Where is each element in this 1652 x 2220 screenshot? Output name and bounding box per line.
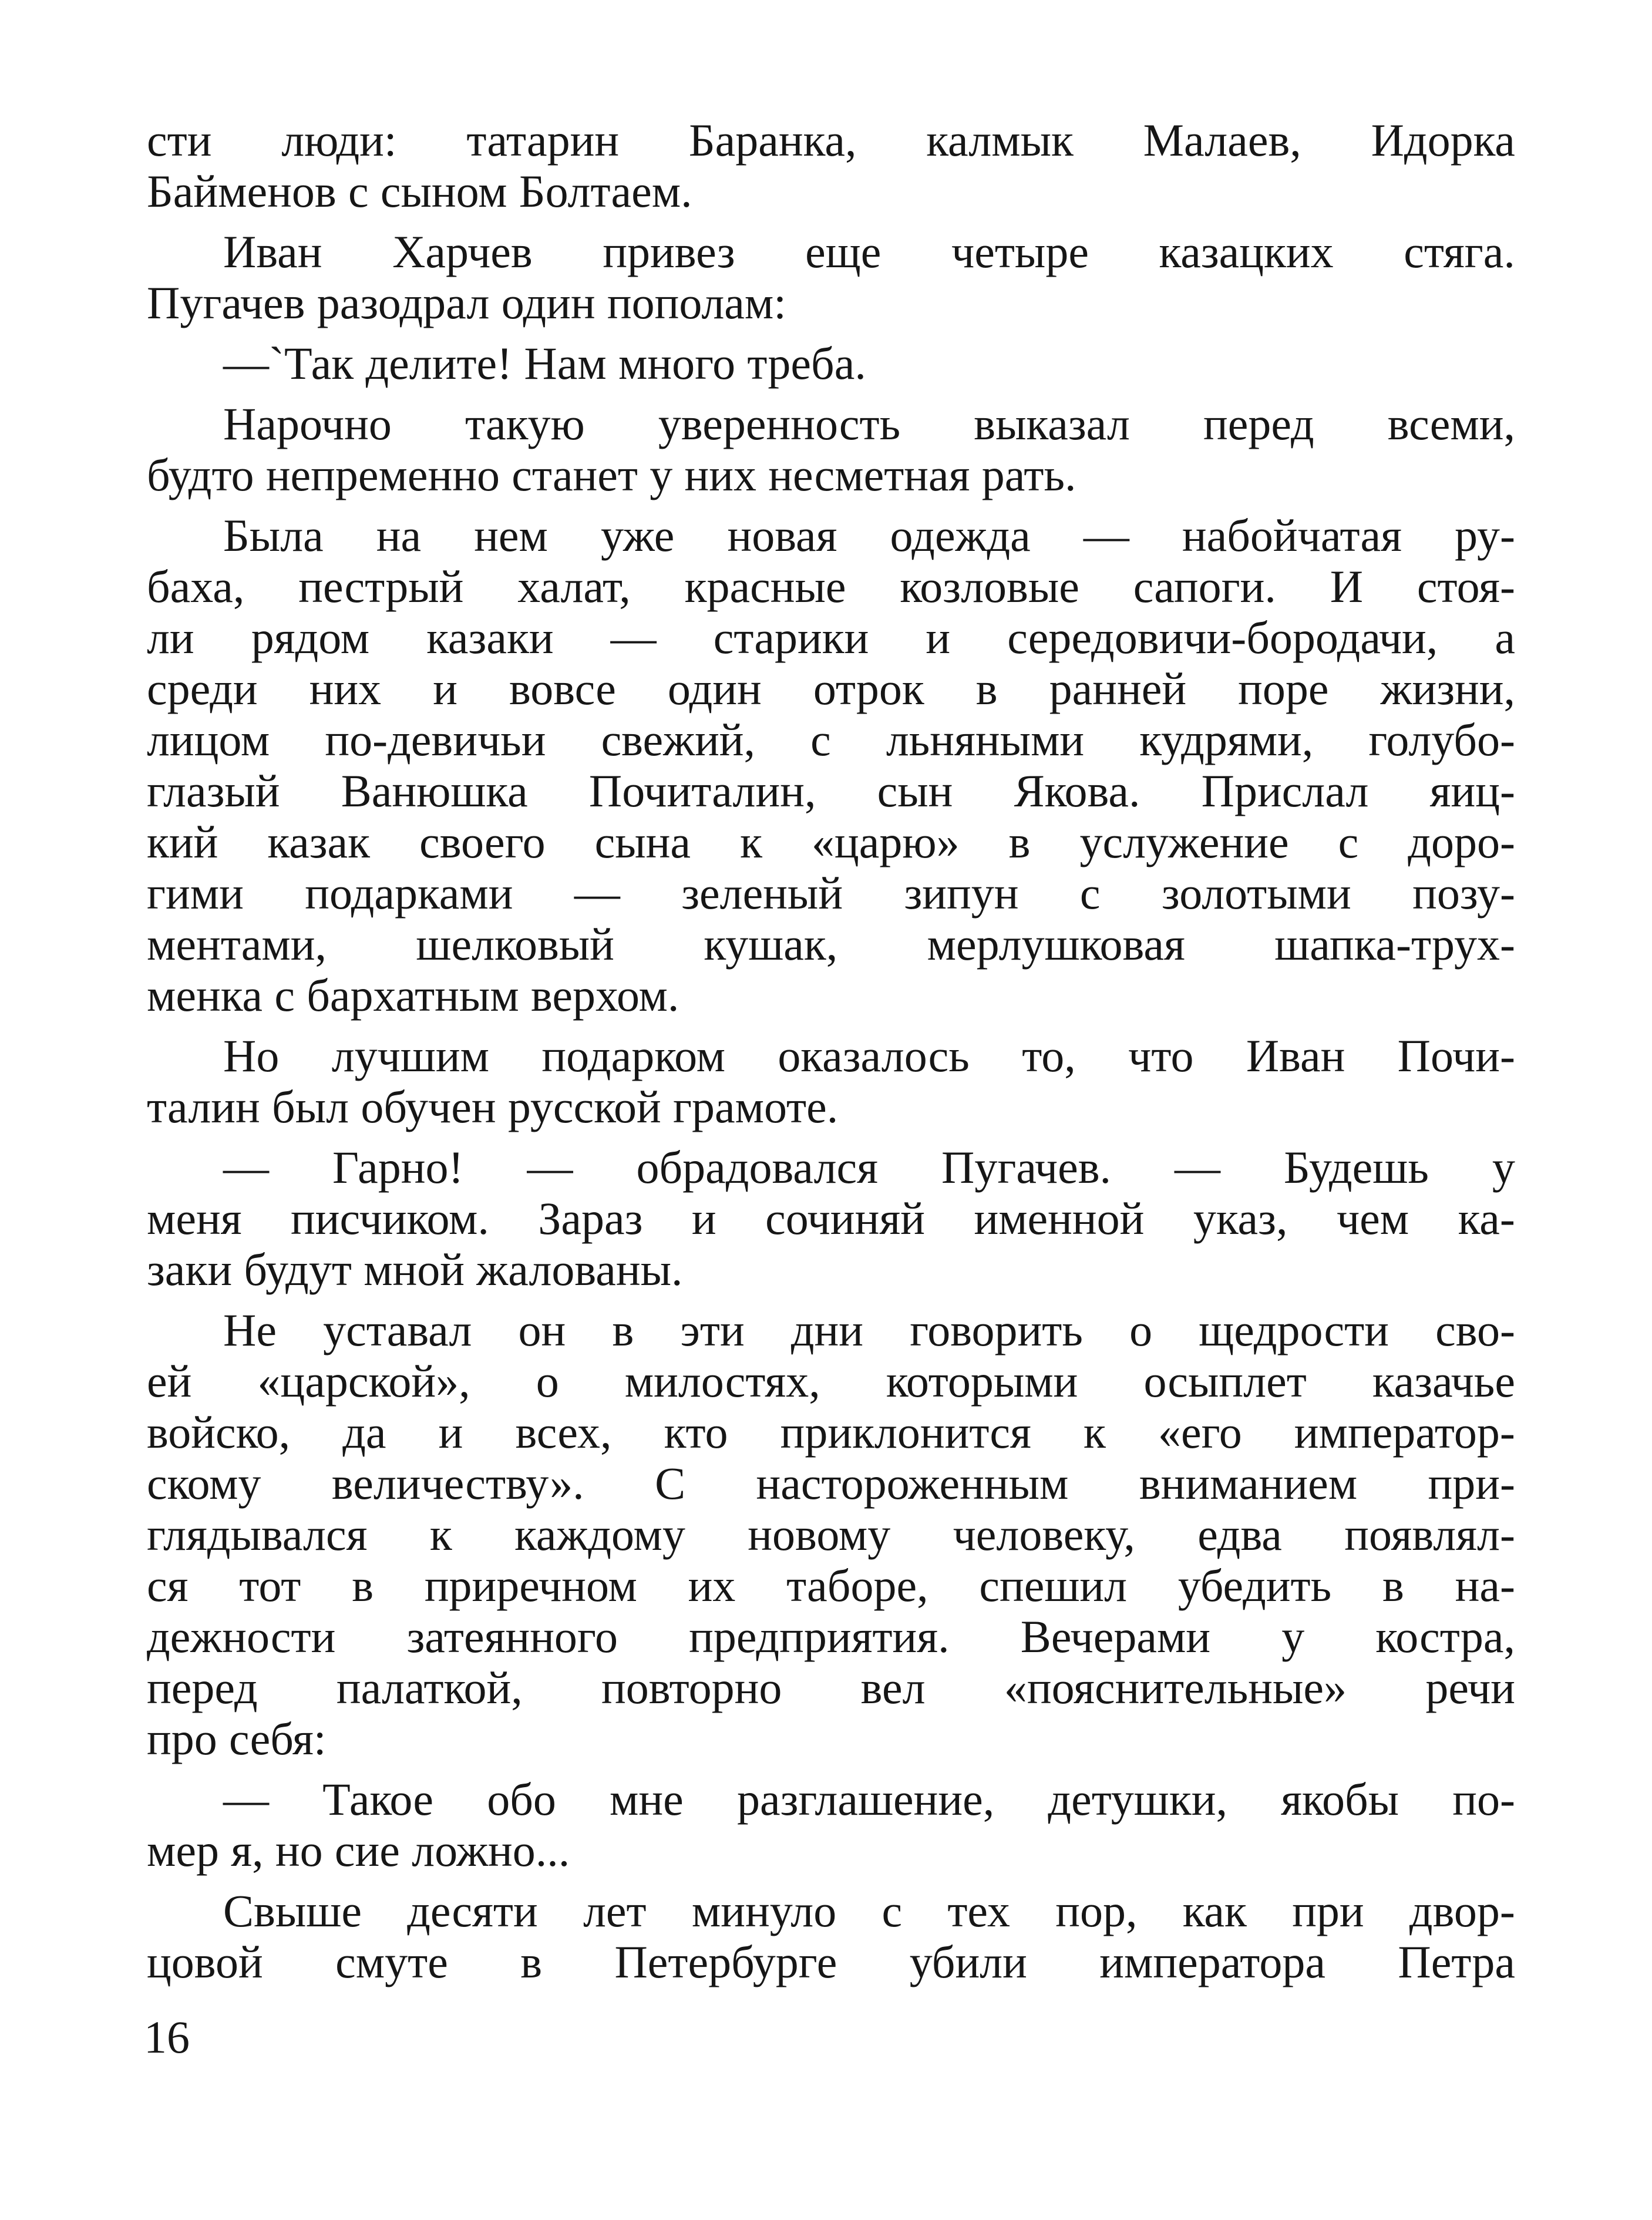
word: я, [231,1825,264,1876]
word: человеку, [953,1509,1135,1560]
word: сие [334,1825,400,1876]
word: к [1084,1407,1106,1458]
word: мерлушковая [927,919,1185,970]
word: — [1175,1142,1221,1193]
word: много [618,338,736,389]
word: к [740,816,762,867]
word: Малаев, [1143,115,1301,166]
text-line [147,338,1515,389]
word: Вечерами [1020,1611,1211,1662]
word: Гарно! [332,1142,464,1193]
word: татарин [466,115,620,166]
word: подарками [305,867,513,919]
word: старики [713,612,869,663]
word: эти [680,1304,745,1355]
word: писчиком. [291,1193,489,1244]
word: делите! [365,338,513,389]
word: — [610,612,657,663]
word: лучшим [331,1030,490,1081]
word: привез [603,226,735,277]
word: рядом [251,612,370,663]
word: стяга. [1404,226,1515,277]
word: десяти [407,1885,538,1936]
word: шелковый [416,919,614,970]
word: казачье [1372,1355,1515,1407]
word: козловые [900,561,1079,612]
text-line [147,1304,1515,1355]
word: уже [600,510,675,561]
word: них [309,663,382,714]
text-line [147,226,1515,277]
text-line [147,1458,1515,1509]
word: а [1495,612,1515,663]
text-line [147,115,1515,166]
word: был [272,1081,349,1132]
word: Не [223,1304,277,1355]
word: вел [860,1662,926,1713]
word: Петербурге [614,1936,837,1987]
word: ли [147,612,194,663]
word: еще [805,226,881,277]
word: сти [147,115,212,166]
word: сыном [380,166,507,217]
word: как [1182,1885,1247,1936]
word: Болтаем. [519,166,692,217]
word: войско, [147,1407,291,1458]
word: детушки, [1048,1774,1227,1825]
word: Иван [223,226,322,277]
word: у [1492,1142,1515,1193]
word: перед [147,1662,258,1713]
word: вовсе [509,663,616,714]
word: яиц- [1429,765,1515,816]
word: тех [947,1885,1010,1936]
word: баха, [147,561,245,612]
text-line [147,166,1515,217]
word: Зараз [538,1193,643,1244]
word: Харчев [392,226,533,277]
word: казак [267,816,371,867]
word: выказал [974,398,1130,449]
word: Нарочно [223,398,392,449]
word: красные [684,561,846,612]
text-line [147,1560,1515,1611]
word: по- [1452,1774,1515,1825]
word: Свыше [223,1885,362,1936]
word: в [975,663,998,714]
word: Будешь [1284,1142,1429,1193]
word: стоя- [1417,561,1515,612]
word: Пугачев. [941,1142,1112,1193]
word: люди: [281,115,397,166]
word: станет [512,449,638,500]
word: бархатным [307,970,519,1021]
word: Но [223,1030,280,1081]
word: таборе, [786,1560,928,1611]
word: скому [147,1458,261,1509]
word: «царской», [257,1355,470,1407]
word: дежности [147,1611,336,1662]
text-line [147,398,1515,449]
text-line [147,612,1515,663]
word: костра, [1375,1611,1515,1662]
word: двор- [1409,1885,1515,1936]
text-line [147,1774,1515,1825]
word: и [926,612,951,663]
word: кудрями, [1139,714,1314,765]
word: русской [507,1081,661,1132]
word: подарком [541,1030,725,1081]
word: сын [877,765,953,816]
text-line [147,816,1515,867]
word: будут [244,1244,352,1295]
word: при [1292,1885,1364,1936]
word: про [147,1713,217,1764]
word: минуло [691,1885,837,1936]
word: рать. [981,449,1076,500]
word: пополам: [607,277,786,328]
word: предприятия. [689,1611,950,1662]
word: Прислал [1201,765,1369,816]
text-line [147,1825,1515,1876]
word: настороженным [756,1458,1069,1509]
word: спешил [979,1560,1128,1611]
word: сына [594,816,691,867]
word: Идорка [1371,115,1515,166]
word: и [438,1407,463,1458]
word: с [274,970,295,1021]
word: — [1083,510,1129,561]
word: непременно [265,449,500,500]
word: Такое [322,1774,434,1825]
text-line [147,1509,1515,1560]
text-line [147,1142,1515,1193]
text-line [147,1081,1515,1132]
word: доро- [1408,816,1515,867]
word: приклонится [780,1407,1031,1458]
word: Нам [524,338,607,389]
word: Петра [1398,1936,1515,1987]
word: сочиняй [765,1193,926,1244]
word: Байменов [147,166,337,217]
word: — [527,1142,573,1193]
word: Баранка, [688,115,857,166]
word: что [1128,1030,1194,1081]
word: жалованы. [476,1244,683,1295]
word: Почи- [1397,1030,1515,1081]
word: приречном [424,1560,637,1611]
word: казаки [426,612,554,663]
word: в [1382,1560,1404,1611]
word: повторно [601,1662,782,1713]
word: треба. [747,338,866,389]
word: них [684,449,757,500]
word: Пугачев [147,277,305,328]
word: величеству». [331,1458,584,1509]
text-line [147,1936,1515,1987]
word: сво- [1435,1304,1515,1355]
word: один [667,663,762,714]
word: с [810,714,831,765]
word: вниманием [1139,1458,1358,1509]
word: но [275,1825,323,1876]
text-line [147,867,1515,919]
word: якобы [1281,1774,1399,1825]
text-line [147,1355,1515,1407]
word: новому [748,1509,891,1560]
word: ложно... [412,1825,570,1876]
word: говорить [910,1304,1083,1355]
word: разглашение, [736,1774,995,1825]
text-line [147,1611,1515,1662]
text-line [147,970,1515,1021]
word: талин [147,1081,260,1132]
word: свежий, [601,714,756,765]
word: у [650,449,673,500]
word: шапка-трух- [1274,919,1515,970]
word: себя: [229,1713,327,1764]
text-line [147,510,1515,561]
text-line [147,1662,1515,1713]
word: кий [147,816,218,867]
word: одежда [890,510,1031,561]
word: — [223,1774,269,1825]
word: к [429,1509,452,1560]
word: голубо- [1368,714,1515,765]
word: которыми [886,1355,1078,1407]
word: золотыми [1161,867,1351,919]
word: и [691,1193,716,1244]
word: появлял- [1344,1509,1515,1560]
word: именной [974,1193,1145,1244]
word: заки [147,1244,233,1295]
text-line [147,1407,1515,1458]
word: мной [364,1244,465,1295]
word: — [223,1142,269,1193]
word: цовой [147,1936,263,1987]
word: один [501,277,595,328]
word: едва [1197,1509,1282,1560]
word: с [348,166,369,217]
word: кушак, [704,919,838,970]
word: с [881,1885,903,1936]
word: сапоги. [1133,561,1276,612]
text-line [147,1713,1515,1764]
word: и [433,663,457,714]
word: отрок [813,663,924,714]
word: оказалось [778,1030,970,1081]
word: И [1330,561,1364,612]
word: Иван [1246,1030,1345,1081]
word: «пояснительные» [1004,1662,1347,1713]
word: дни [790,1304,864,1355]
word: ру- [1455,510,1515,561]
word: новая [727,510,837,561]
text-line [147,277,1515,328]
word: своего [419,816,546,867]
word: ранней [1049,663,1187,714]
word: милостях, [624,1355,820,1407]
word: палаткой, [336,1662,523,1713]
word: на- [1455,1560,1515,1611]
page-number: 16 [144,2012,190,2063]
word: в [612,1304,634,1355]
word: гими [147,867,244,919]
word: щедрости [1199,1304,1389,1355]
word: императора [1099,1936,1325,1987]
word: мне [610,1774,684,1825]
word: чем [1336,1193,1409,1244]
word: всех, [515,1407,612,1458]
word: лет [583,1885,647,1936]
word: то, [1022,1030,1076,1081]
word: по-девичьи [325,714,546,765]
word: — [574,867,620,919]
word: их [688,1560,736,1611]
word: зеленый [681,867,843,919]
word: глазый [147,765,280,816]
word: обучен [361,1081,496,1132]
word: льняными [886,714,1085,765]
word: убили [909,1936,1027,1987]
word: осыплет [1143,1355,1307,1407]
word: пор, [1055,1885,1138,1936]
word: ментами, [147,919,327,970]
word: речи [1425,1662,1515,1713]
word: жизни, [1380,663,1515,714]
word: перед [1203,398,1314,449]
word: Почиталин, [588,765,816,816]
body-text [147,115,1515,1987]
word: середовичи-бородачи, [1007,612,1438,663]
word: обо [487,1774,556,1825]
word: при- [1428,1458,1515,1509]
text-line [147,1244,1515,1295]
word: уставал [323,1304,472,1355]
word: уверенность [658,398,901,449]
word: мер [147,1825,219,1876]
text-line [147,449,1515,500]
text-line [147,663,1515,714]
word: с [1079,867,1101,919]
text-line [147,919,1515,970]
word: Якова. [1014,765,1140,816]
word: нем [474,510,548,561]
word: обрадовался [636,1142,879,1193]
word: такую [465,398,585,449]
word: ся [147,1560,189,1611]
word: о [536,1355,559,1407]
word: халат, [517,561,631,612]
word: позу- [1412,867,1515,919]
word: у [1281,1611,1305,1662]
word: указ, [1193,1193,1288,1244]
word: на [376,510,422,561]
word: С [655,1458,686,1509]
word: четыре [951,226,1089,277]
word: кто [664,1407,728,1458]
word: калмык [926,115,1074,166]
text-line [147,1193,1515,1244]
word: пестрый [298,561,464,612]
word: о [1129,1304,1153,1355]
word: с [1338,816,1359,867]
word: всеми, [1387,398,1515,449]
word: зипун [904,867,1019,919]
word: среди [147,663,258,714]
word: убедить [1177,1560,1332,1611]
word: меня [147,1193,242,1244]
word: грамоте. [673,1081,839,1132]
word: разодрал [317,277,490,328]
word: тот [239,1560,301,1611]
word: да [342,1407,386,1458]
word: будто [147,449,254,500]
word: ка- [1458,1193,1515,1244]
text-line [147,1885,1515,1936]
text-line [147,561,1515,612]
word: «его [1158,1407,1242,1458]
word: смуте [335,1936,448,1987]
word: ей [147,1355,192,1407]
word: Была [223,510,324,561]
word: поре [1238,663,1329,714]
word: верхом. [530,970,679,1021]
word: —`Так [223,338,354,389]
word: Ванюшка [341,765,528,816]
word: менка [147,970,263,1021]
word: в [520,1936,543,1987]
word: в [1008,816,1031,867]
word: «царю» [811,816,960,867]
word: в [352,1560,374,1611]
word: он [518,1304,566,1355]
text-line [147,765,1515,816]
word: несметная [768,449,970,500]
word: каждому [514,1509,685,1560]
word: казацких [1159,226,1334,277]
text-line [147,714,1515,765]
text-line [147,1030,1515,1081]
word: глядывался [147,1509,368,1560]
word: набойчатая [1182,510,1402,561]
word: император- [1294,1407,1515,1458]
word: услужение [1079,816,1289,867]
word: затеянного [406,1611,618,1662]
word: лицом [147,714,270,765]
